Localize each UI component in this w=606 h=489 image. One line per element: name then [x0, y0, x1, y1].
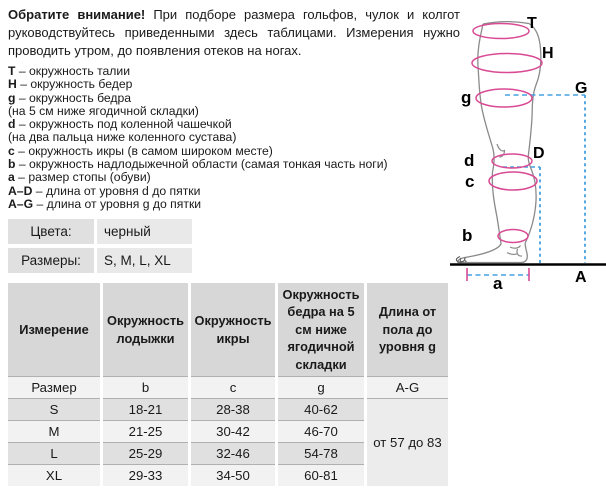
colors-value: черный	[97, 219, 192, 244]
table-header-thigh: Окружность бедра на 5 см ниже ягодичной складки	[278, 283, 364, 376]
size-table	[8, 283, 448, 486]
table-cell: 60-81	[278, 464, 364, 486]
measurement-legend	[8, 65, 460, 211]
table-cell: 32-46	[191, 442, 275, 464]
leg-measurement-diagram	[448, 0, 606, 290]
diagram-label-T: T	[527, 15, 537, 32]
legend-item-c: c – окружность икры (в самом широком месте)	[8, 143, 273, 158]
table-cell-size-M: M	[8, 420, 100, 442]
diagram-label-H: H	[542, 45, 554, 62]
legend-item-g-note: (на 5 см ниже ягодичной складки)	[8, 103, 199, 118]
sizes-value: S, M, L, XL	[97, 248, 192, 273]
leg-diagram-svg	[448, 0, 606, 290]
measure-row-g: g	[278, 376, 364, 398]
measure-row-c: c	[191, 376, 275, 398]
measure-row-label: Размер	[8, 376, 100, 398]
table-cell: 54-78	[278, 442, 364, 464]
notice-line: Обратите внимание! При подборе размера гольфов, чулок и колгот	[8, 7, 460, 22]
legend-item-d: d – окружность под коленной чашечкой	[8, 117, 232, 132]
legend-item-T: T – окружность талии	[8, 64, 131, 78]
measure-row-b: b	[103, 376, 188, 398]
colors-row	[8, 219, 192, 244]
diagram-label-A: A	[575, 269, 587, 286]
diagram-label-g: g	[461, 88, 472, 107]
measurement-ellipse-d	[492, 154, 532, 168]
table-cell: 34-50	[191, 464, 275, 486]
table-cell: 18-21	[103, 398, 188, 420]
sizes-label: Размеры:	[8, 248, 94, 273]
sizes-row	[8, 248, 192, 273]
measure-row-AG: A-G	[367, 376, 448, 398]
measurement-ellipse-g	[476, 89, 532, 107]
table-cell: 28-38	[191, 398, 275, 420]
table-cell: 29-33	[103, 464, 188, 486]
table-header-ankle: Окружность лодыжки	[103, 283, 188, 376]
legend-item-AD: A–D – длина от уровня d до пятки	[8, 183, 201, 198]
table-header-measurement: Измерение	[8, 283, 100, 376]
legend-item-H: H – окружность бедер	[8, 77, 133, 92]
legend-item-g: g – окружность бедра	[8, 90, 132, 105]
colors-label: Цвета:	[8, 219, 94, 244]
legend-item-d-note: (на два пальца ниже коленного сустава)	[8, 130, 237, 145]
table-cell-length-merged: от 57 до 83	[367, 398, 448, 486]
diagram-label-D: D	[533, 145, 545, 162]
diagram-label-G: G	[575, 80, 588, 97]
table-header-length: Длина от пола до уровня g	[367, 283, 448, 376]
notice-paragraph	[8, 6, 460, 60]
measurement-ellipse-b	[498, 230, 528, 243]
table-cell: 25-29	[103, 442, 188, 464]
measurement-ellipse-c	[489, 172, 537, 190]
measurement-ellipse-H	[472, 54, 542, 73]
diagram-label-a: a	[493, 274, 503, 290]
notice-bold: Обратите внимание!	[8, 7, 146, 22]
table-cell: 21-25	[103, 420, 188, 442]
notice-line: проводить утром, до появления отеков на ногах.	[8, 43, 302, 58]
table-cell-size-L: L	[8, 442, 100, 464]
ankle-detail	[507, 246, 522, 257]
diagram-label-b: b	[462, 226, 473, 245]
table-cell: 46-70	[278, 420, 364, 442]
table-cell-size-S: S	[8, 398, 100, 420]
text-column	[8, 6, 460, 211]
table-cell: 40-62	[278, 398, 364, 420]
table-cell-size-XL: XL	[8, 464, 100, 486]
notice-line: руководствуйтесь приведенными здесь таблицами. Измерения нужно	[8, 25, 460, 40]
table-header-calf: Окружность икры	[191, 283, 275, 376]
diagram-label-d: d	[464, 151, 475, 170]
legend-item-b: b – окружность надлодыжечной области (самая тонкая часть ноги)	[8, 157, 388, 172]
diagram-label-c: c	[465, 172, 475, 191]
toes-detail	[456, 257, 466, 263]
legend-item-AG: A–G – длина от уровня g до пятки	[8, 196, 202, 211]
legend-item-a: a – размер стопы (обуви)	[8, 170, 151, 185]
table-cell: 30-42	[191, 420, 275, 442]
attribute-tables	[8, 219, 192, 277]
